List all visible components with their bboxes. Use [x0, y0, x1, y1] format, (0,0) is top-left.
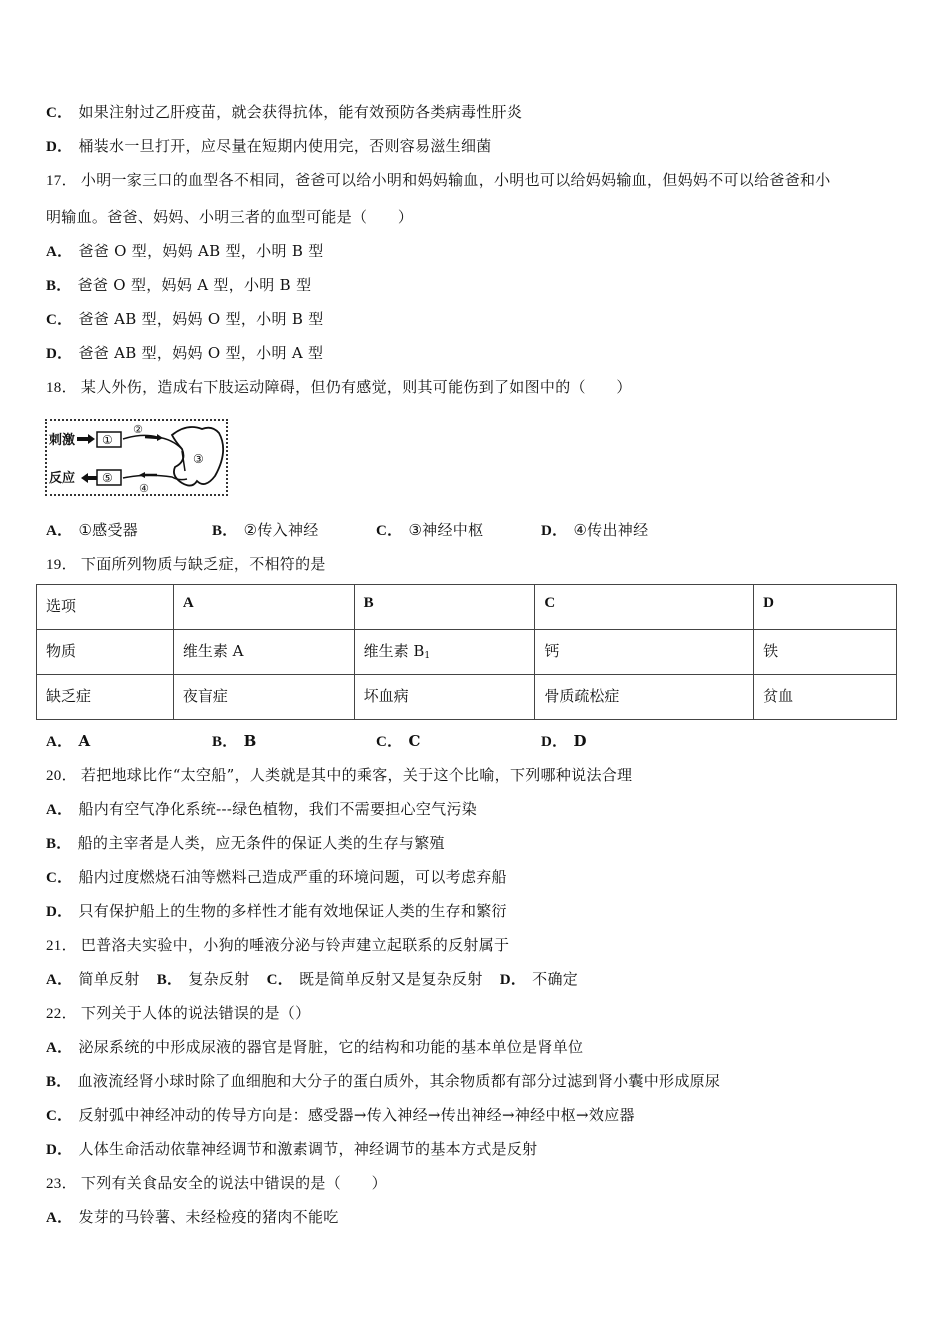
svg-text:③: ③: [193, 452, 204, 466]
option-label: A．: [46, 972, 73, 988]
table-cell: 钙: [535, 630, 754, 675]
option-text: ④传出神经: [573, 521, 649, 539]
question-number: 20．: [46, 768, 77, 784]
table-cell: 夜盲症: [173, 675, 354, 720]
option-label: B．: [46, 1074, 72, 1090]
question-stem: 巴普洛夫实验中，小狗的唾液分泌与铃声建立起联系的反射属于: [80, 936, 510, 954]
option-label: D．: [499, 972, 527, 988]
q21-options: [46, 969, 578, 990]
option-text: 血液流经肾小球时除了血细胞和大分子的蛋白质外，其余物质都有部分过滤到肾小囊中形成原尿: [77, 1072, 721, 1090]
q17-option-a: [46, 241, 324, 262]
option-text: 爸爸 O 型，妈妈 A 型，小明 B 型: [77, 276, 312, 294]
question-number: 22．: [46, 1006, 77, 1022]
q23-stem: [46, 1173, 387, 1194]
question-stem: 下面所列物质与缺乏症，不相符的是: [80, 555, 326, 573]
table-row: [37, 585, 897, 630]
q21-option-b: [157, 970, 250, 988]
q17-option-b: [46, 275, 311, 296]
q19-option-d: [541, 731, 587, 752]
q21-option-c: [267, 970, 483, 988]
option-label: A．: [46, 1040, 73, 1056]
q20-option-d: [46, 901, 507, 922]
q18-option-b: [212, 520, 319, 541]
option-text: 爸爸 AB 型，妈妈 O 型，小明 B 型: [78, 310, 324, 328]
question-number: 21．: [46, 938, 77, 954]
option-text: 爸爸 AB 型，妈妈 O 型，小明 A 型: [78, 344, 324, 362]
table-cell: 缺乏症: [37, 675, 174, 720]
option-text: 船的主宰者是人类，应无条件的保证人类的生存与繁殖: [77, 834, 445, 852]
question-stem: 下列关于人体的说法错误的是（）: [80, 1004, 311, 1022]
option-text: A: [78, 732, 91, 750]
table-row: [37, 675, 897, 720]
question-stem: 若把地球比作“太空船”，人类就是其中的乘客，关于这个比喻，下列哪种说法合理: [80, 766, 633, 784]
table-cell: [354, 630, 535, 675]
option-label: C．: [266, 972, 294, 988]
option-label: D．: [46, 904, 73, 920]
q22-option-b: [46, 1071, 720, 1092]
question-stem: 下列有关食品安全的说法中错误的是（ ）: [80, 1174, 387, 1192]
question-number: 19．: [46, 557, 77, 573]
question-number: 23．: [46, 1176, 77, 1192]
option-text: 简单反射: [78, 970, 140, 988]
option-label: D．: [541, 734, 568, 750]
option-label: A．: [46, 244, 73, 260]
table-cell: 坏血病: [354, 675, 535, 720]
option-text: D: [573, 732, 587, 750]
q21-option-a: [46, 970, 140, 988]
q22-stem: [46, 1003, 310, 1024]
svg-text:反应: 反应: [49, 471, 76, 486]
option-label: C．: [46, 1108, 73, 1124]
option-text: 桶装水一旦打开，应尽量在短期内使用完，否则容易滋生细菌: [78, 137, 492, 155]
option-label: C．: [376, 523, 403, 539]
option-text: 只有保护船上的生物的多样性才能有效地保证人类的生存和繁衍: [78, 902, 507, 920]
table-cell: A: [173, 585, 354, 630]
table-row: [37, 630, 897, 675]
option-label: D．: [46, 139, 73, 155]
q18-stem: [46, 377, 632, 398]
reflex-arc-diagram: [45, 419, 228, 496]
option-text: 船内有空气净化系统---绿色植物，我们不需要担心空气污染: [78, 800, 478, 818]
option-label: C．: [46, 105, 73, 121]
table-cell: D: [754, 585, 897, 630]
option-text: 反射弧中神经冲动的传导方向是：感受器→传入神经→传出神经→神经中枢→效应器: [78, 1106, 635, 1124]
option-text: 不确定: [532, 970, 579, 988]
q20-option-c: [46, 867, 507, 888]
option-text: ②传入神经: [243, 521, 319, 539]
q17-option-d: [46, 343, 323, 364]
option-text: 发芽的马铃薯、未经检疫的猪肉不能吃: [78, 1208, 339, 1226]
option-text: ③神经中枢: [408, 521, 484, 539]
q17-stem-line2: [46, 207, 413, 227]
option-text: 泌尿系统的中形成尿液的器官是肾脏，它的结构和功能的基本单位是肾单位: [78, 1038, 584, 1056]
option-label: C．: [376, 734, 403, 750]
question-stem-continued: 明输血。爸爸、妈妈、小明三者的血型可能是（ ）: [46, 208, 414, 226]
table-cell: 铁: [754, 630, 897, 675]
option-label: B．: [156, 972, 183, 988]
option-label: B．: [212, 523, 238, 539]
question-stem: 小明一家三口的血型各不相同，爸爸可以给小明和妈妈输血，小明也可以给妈妈输血，但妈妈不可以给爸爸和小: [80, 171, 831, 189]
q22-option-d: [46, 1139, 537, 1160]
table-cell: C: [535, 585, 754, 630]
q20-option-b: [46, 833, 445, 854]
option-label: A．: [46, 523, 73, 539]
q22-option-c: [46, 1105, 635, 1126]
option-label: C．: [46, 312, 73, 328]
option-text: 如果注射过乙肝疫苗，就会获得抗体，能有效预防各类病毒性肝炎: [78, 103, 523, 121]
reflex-arc-figure: [47, 421, 226, 494]
option-label: D．: [46, 1142, 73, 1158]
q18-option-a: [46, 520, 138, 541]
q18-option-c: [376, 520, 483, 541]
svg-text:①: ①: [102, 433, 113, 447]
option-label: A．: [46, 734, 73, 750]
option-text: 爸爸 O 型，妈妈 AB 型，小明 B 型: [78, 242, 324, 260]
q19-option-a: [46, 731, 90, 752]
deficiency-table: [36, 584, 897, 720]
q22-option-a: [46, 1037, 583, 1058]
svg-text:刺激: 刺激: [49, 433, 76, 448]
option-text: C: [408, 732, 421, 750]
q23-option-a: [46, 1207, 339, 1228]
cell-text: 维生素 B: [363, 642, 425, 660]
q21-stem: [46, 935, 509, 956]
option-label: C．: [46, 870, 73, 886]
table-cell: 贫血: [754, 675, 897, 720]
q19-stem: [46, 554, 326, 575]
option-label: B．: [46, 836, 72, 852]
svg-text:④: ④: [139, 482, 149, 494]
option-text: ①感受器: [78, 521, 139, 539]
question-stem: 某人外伤，造成右下肢运动障碍，但仍有感觉，则其可能伤到了如图中的（ ）: [80, 378, 632, 396]
q19-option-b: [212, 731, 257, 752]
svg-text:⑤: ⑤: [102, 471, 113, 485]
q16-option-c: [46, 102, 522, 123]
option-label: A．: [46, 1210, 73, 1226]
question-number: 18．: [46, 380, 77, 396]
option-text: B: [243, 732, 257, 750]
option-label: B．: [212, 734, 238, 750]
subscript: 1: [424, 651, 431, 661]
q17-option-c: [46, 309, 324, 330]
table-cell: 选项: [37, 585, 174, 630]
q21-option-d: [500, 970, 578, 988]
table-cell: 骨质疏松症: [535, 675, 754, 720]
cell-text: 维生素 A: [182, 642, 244, 660]
option-label: B．: [46, 278, 72, 294]
q19-option-c: [376, 731, 421, 752]
option-label: D．: [541, 523, 568, 539]
svg-text:②: ②: [133, 423, 143, 436]
option-text: 既是简单反射又是复杂反射: [299, 970, 483, 988]
option-text: 人体生命活动依靠神经调节和激素调节，神经调节的基本方式是反射: [78, 1140, 538, 1158]
option-label: A．: [46, 802, 73, 818]
q18-option-d: [541, 520, 648, 541]
table-cell: [173, 630, 354, 675]
q16-option-d: [46, 136, 492, 157]
question-number: 17．: [46, 173, 77, 189]
q20-stem: [46, 765, 632, 786]
q17-stem-line1: [46, 170, 831, 191]
table-cell: 物质: [37, 630, 174, 675]
q20-option-a: [46, 799, 477, 820]
option-label: D．: [46, 346, 73, 362]
option-text: 复杂反射: [188, 970, 250, 988]
option-text: 船内过度燃烧石油等燃料己造成严重的环境问题，可以考虑弃船: [78, 868, 507, 886]
table-cell: B: [354, 585, 535, 630]
